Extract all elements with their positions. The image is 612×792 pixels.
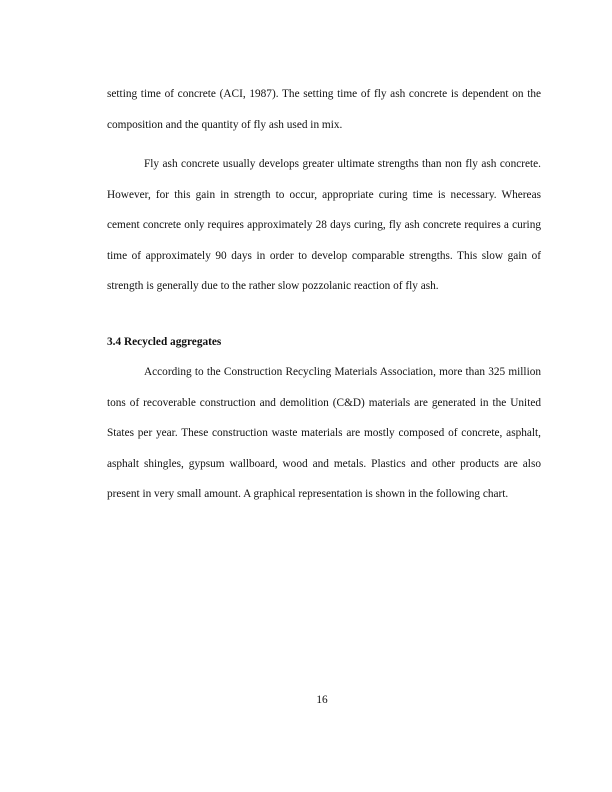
paragraph-fly-ash-strength: Fly ash concrete usually develops greater ultimate strengths than non fly ash concrete. However, for this gain in strength to occur, appropriate curing time is necessary. Whereas cement concrete only requires approximately 28 days curing, fly ash concrete requires a curing time of approximately 90 days in order to develop comparable strengths. This slow gain of strength is generally due to the rather slow pozzolanic reaction of fly ash. bbox=[107, 158, 541, 292]
page-number: 16 bbox=[316, 694, 328, 706]
paragraph-setting-time: setting time of concrete (ACI, 1987). The setting time of fly ash concrete is dependent on the composition and the quantity of fly ash used in mix. bbox=[107, 88, 541, 131]
paragraph-recycled-aggregates: According to the Construction Recycling Materials Association, more than 325 million tons of recoverable construction and demolition (C&D) materials are generated in the United States per year. These construction waste materials are mostly composed of concrete, asphalt, asphalt shingles, gypsum wallboard, wood and metals. Plastics and other products are also present in very small amount. A graphical representation is shown in the following chart. bbox=[107, 366, 541, 500]
section-heading: 3.4 Recycled aggregates bbox=[107, 336, 222, 348]
